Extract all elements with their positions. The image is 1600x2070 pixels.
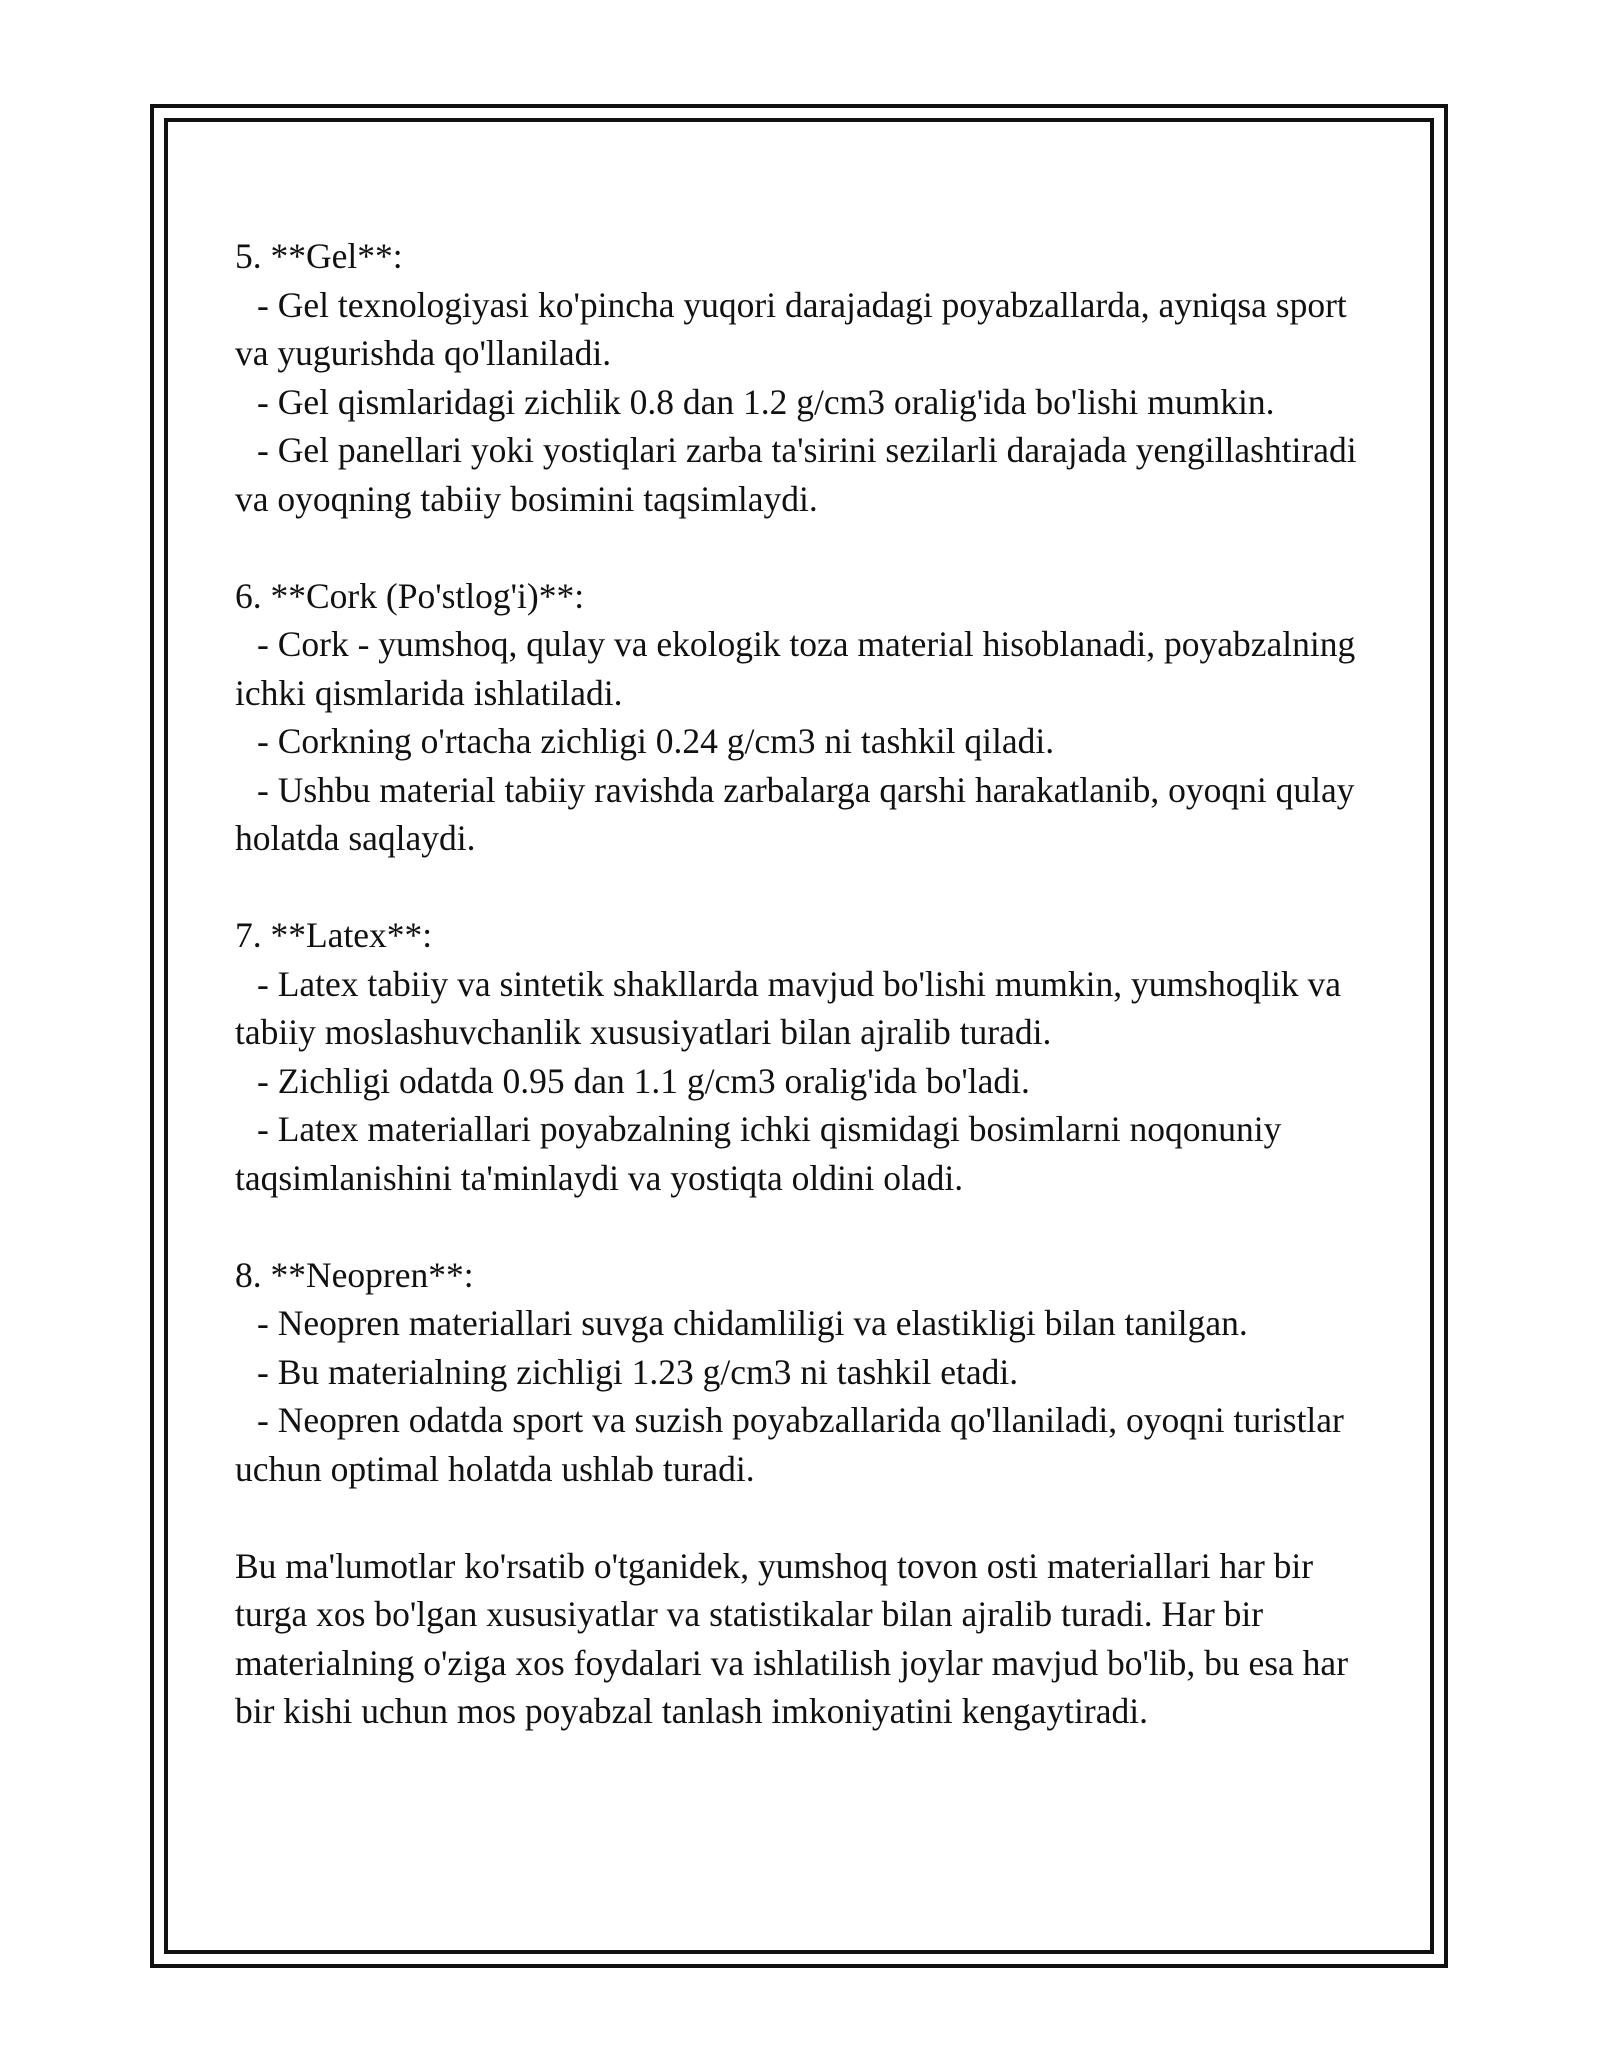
list-item: - Gel texnologiyasi ko'pincha yuqori darajadagi poyabzallarda, ayniqsa sport va yugurishda qo'llaniladi. <box>235 284 1347 373</box>
conclusion-paragraph: Bu ma'lumotlar ko'rsatib o'tganidek, yumshoq tovon osti materiallari har bir turga xos bo'lgan xususiyatlar va statistikalar bilan ajralib turadi. Har bir materialning o'ziga xos foydalari va ishlatilish joylar mavjud bo'lib, bu esa har bir kishi uchun mos poyabzal tanlash imkoniyatini kengaytiradi. <box>235 1545 1349 1731</box>
list-item: - Zichligi odatda 0.95 dan 1.1 g/cm3 oralig'ida bo'ladi. <box>257 1060 1030 1101</box>
list-item: - Cork - yumshoq, qulay va ekologik toza material hisoblanadi, poyabzalning ichki qismlarida ishlatiladi. <box>235 624 1356 713</box>
list-item: - Bu materialning zichligi 1.23 g/cm3 ni tashkil etadi. <box>257 1351 1019 1392</box>
list-item: - Neopren materiallari suvga chidamliligi va elastikligi bilan tanilgan. <box>257 1303 1248 1343</box>
document-body <box>235 232 1365 1736</box>
section-heading: 8. **Neopren**: <box>235 1254 474 1295</box>
section-heading: 6. **Cork (Po'stlog'i)**: <box>235 575 585 616</box>
list-item: - Neopren odatda sport va suzish poyabzallarida qo'llaniladi, oyoqni turistlar uchun optimal holatda ushlab turadi. <box>235 1400 1344 1489</box>
list-item: - Gel qismlaridagi zichlik 0.8 dan 1.2 g/cm3 oralig'ida bo'lishi mumkin. <box>257 381 1275 422</box>
section-gel <box>235 232 1365 523</box>
list-item: - Gel panellari yoki yostiqlari zarba ta'sirini sezilarli darajada yengillashtiradi va oyoqning tabiiy bosimini taqsimlaydi. <box>235 430 1357 519</box>
section-heading: 5. **Gel**: <box>235 236 403 276</box>
section-cork <box>235 572 1365 863</box>
list-item: - Ushbu material tabiiy ravishda zarbalarga qarshi harakatlanib, oyoqni qulay holatda saqlaydi. <box>235 769 1355 858</box>
list-item: - Corkning o'rtacha zichligi 0.24 g/cm3 ni tashkil qiladi. <box>257 721 1055 761</box>
section-neopren <box>235 1251 1365 1494</box>
section-heading: 7. **Latex**: <box>235 915 433 955</box>
section-latex <box>235 911 1365 1202</box>
list-item: - Latex materiallari poyabzalning ichki qismidagi bosimlarni noqonuniy taqsimlanishini ta'minlaydi va yostiqta oldini oladi. <box>235 1109 1282 1198</box>
list-item: - Latex tabiiy va sintetik shakllarda mavjud bo'lishi mumkin, yumshoqlik va tabiiy moslashuvchanlik xususiyatlari bilan ajralib turadi. <box>235 963 1342 1052</box>
